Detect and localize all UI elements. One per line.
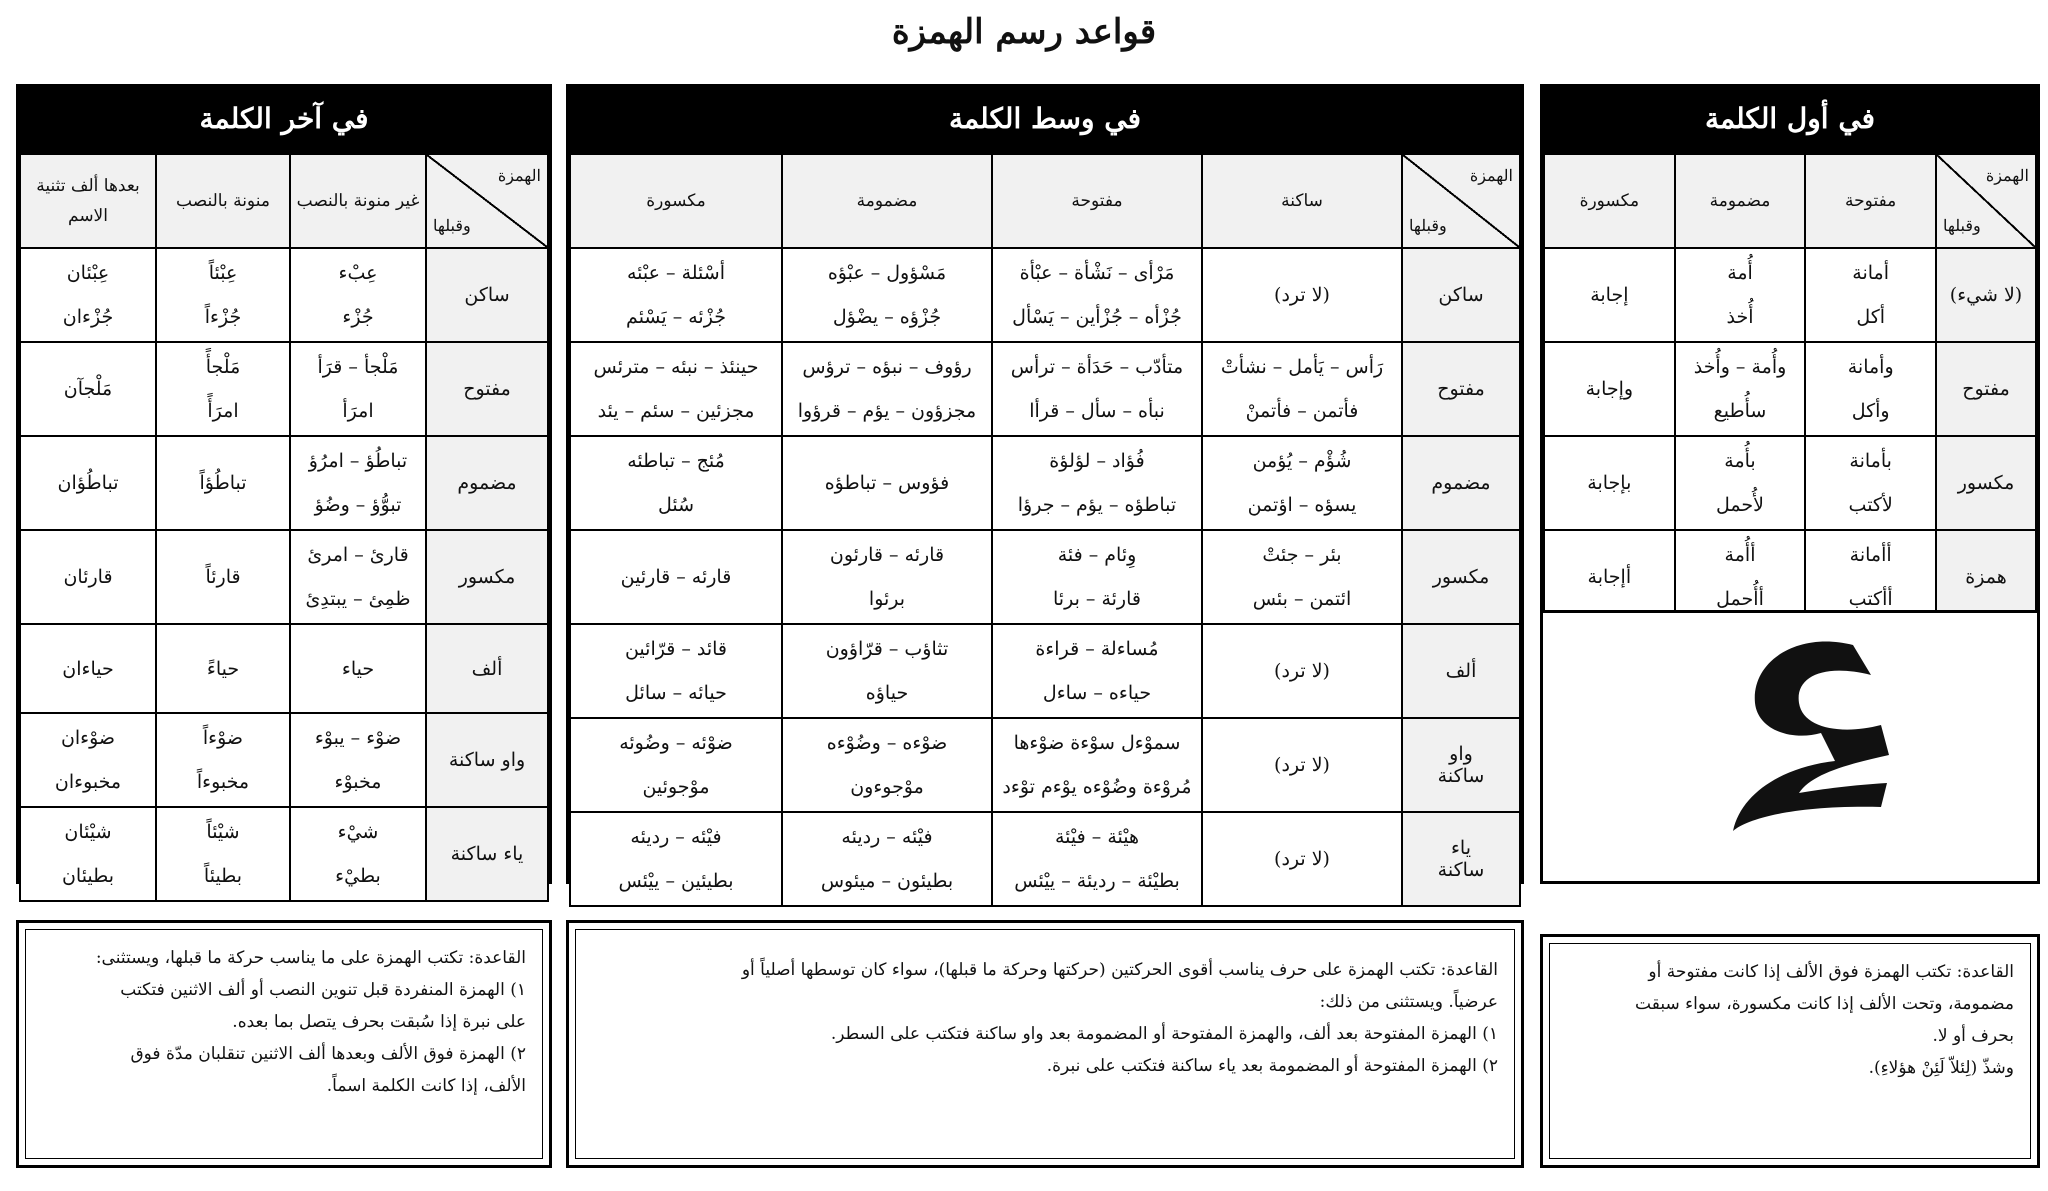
start-table-cell	[1805, 436, 1936, 530]
example-line: قارئاً	[205, 566, 241, 588]
example-line: بطيئان	[61, 865, 115, 887]
end-row-label: مضموم	[426, 436, 548, 530]
start-rule-line: بحرف أو لا.	[1932, 1026, 2014, 1046]
start-row-label: مكسور	[1936, 436, 2036, 530]
end-table-cell	[290, 530, 426, 624]
middle-table-cell	[1202, 530, 1402, 624]
end-table-cell	[156, 436, 290, 530]
example-line: سموْءل سوْءة ضوْءها	[1013, 732, 1181, 754]
start-of-word-panel	[1540, 84, 2040, 884]
example-line: حيائه – سائل	[625, 682, 727, 704]
middle-table-cell	[782, 436, 992, 530]
example-line: تباطُؤان	[57, 472, 119, 494]
example-line: لأكتب	[1848, 494, 1893, 516]
middle-rule-line: القاعدة: تكتب الهمزة على حرف يناسب أقوى الحركتين (حركتها وحركة ما قبلها)، سواء كان توسطها أصلياً أو	[741, 960, 1498, 980]
start-column-header: مضمومة	[1675, 154, 1806, 248]
end-row-label: ياء ساكنة	[426, 807, 548, 901]
end-table-cell	[20, 248, 156, 342]
start-row-label: مفتوح	[1936, 342, 2036, 436]
end-row-label: ساكن	[426, 248, 548, 342]
example-line: فؤوس – تباطؤه	[824, 472, 950, 494]
example-line: تبوُّؤ – وضُؤ	[314, 494, 402, 516]
middle-rule-line: ١) الهمزة المفتوحة بعد ألف، والهمزة المفتوحة أو المضمومة بعد واو ساكنة فتكتب على السطر.	[830, 1024, 1498, 1044]
end-rule-line: على نبرة إذا سُبقت بحرف يتصل بما بعده.	[232, 1012, 526, 1032]
example-line: قارئان	[63, 566, 113, 588]
end-table-cell	[156, 248, 290, 342]
middle-table-cell	[782, 530, 992, 624]
middle-table-cell	[570, 624, 782, 718]
end-table-cell	[20, 342, 156, 436]
example-line: قائد – قرّائين	[624, 638, 728, 660]
end-table-row	[20, 713, 548, 807]
start-table-cell	[1805, 342, 1936, 436]
row-label-line: مكسور	[1432, 566, 1490, 588]
middle-table-cell	[992, 624, 1202, 718]
end-table-row	[20, 624, 548, 713]
start-column-header: مكسورة	[1544, 154, 1675, 248]
end-table	[19, 153, 549, 902]
example-line: بطيئاً	[203, 865, 243, 887]
start-table-row	[1544, 436, 2036, 530]
row-label-line: واو	[1449, 743, 1473, 765]
example-line: وإجابة	[1585, 378, 1634, 400]
example-line: فيْئه – رديئه	[630, 826, 722, 848]
end-corner-cell	[426, 154, 548, 248]
end-table-cell	[290, 342, 426, 436]
middle-table-row	[570, 718, 1520, 812]
example-line: (لا ترد)	[1274, 754, 1330, 776]
start-corner-cell	[1936, 154, 2036, 248]
middle-corner-cell	[1402, 154, 1520, 248]
example-line: بطيْئة – رديئة – ييْئس	[1014, 870, 1180, 892]
example-line: عِبْئان	[66, 262, 110, 284]
corner-label-hamza: الهمزة	[497, 166, 541, 185]
middle-table-cell	[782, 248, 992, 342]
example-line: بئر – جئتْ	[1262, 544, 1342, 566]
example-line: مَسْؤول – عبْؤه	[827, 262, 947, 284]
end-table-cell	[156, 624, 290, 713]
example-line: عِبْئاً	[208, 262, 238, 284]
end-table-row	[20, 342, 548, 436]
middle-table-row	[570, 436, 1520, 530]
start-rule-line: مضمومة، وتحت الألف إذا كانت مكسورة، سواء سبقت	[1635, 994, 2014, 1014]
middle-table-row	[570, 342, 1520, 436]
example-line: أأمانة	[1849, 544, 1892, 566]
middle-table-cell	[992, 342, 1202, 436]
middle-column-header: مضمومة	[782, 154, 992, 248]
hamza-glyph-box	[1543, 610, 2037, 881]
example-line: بطيئين – ييْئس	[618, 870, 734, 892]
example-line: (لا ترد)	[1274, 284, 1330, 306]
end-table-cell	[156, 342, 290, 436]
start-table-cell	[1544, 436, 1675, 530]
middle-header-row	[570, 154, 1520, 248]
middle-table-cell	[1202, 718, 1402, 812]
end-rule-box	[16, 920, 552, 1168]
middle-table-cell	[570, 530, 782, 624]
example-line: مَرْأى – نَشْأة – عبْأة	[1019, 262, 1175, 284]
example-line: مَلْجآن	[63, 378, 113, 400]
end-rule-line: الألف، إذا كانت الكلمة اسماً.	[326, 1076, 526, 1096]
example-line: بأُمة	[1724, 450, 1756, 472]
row-label-line: ساكن	[1438, 284, 1484, 306]
middle-row-label	[1402, 342, 1520, 436]
example-line: فيْئه – رديئه	[841, 826, 933, 848]
example-line: ضوْءان	[60, 727, 116, 749]
example-line: رَأس – يَأمل – نشأتْ	[1220, 356, 1384, 378]
example-line: هيْئة – فيْئة	[1055, 826, 1139, 848]
end-row-label: مكسور	[426, 530, 548, 624]
middle-of-word-panel	[566, 84, 1524, 892]
example-line: امرَأ	[342, 400, 374, 422]
end-rule-line: ١) الهمزة المنفردة قبل تنوين النصب أو ألف الاثنين فتكتب	[120, 980, 526, 1000]
end-table-cell	[290, 248, 426, 342]
middle-table-cell	[1202, 436, 1402, 530]
example-line: مُروْءة وضُوْءه يوْءم توْءد	[1002, 776, 1192, 798]
example-line: بأمانة	[1849, 450, 1892, 472]
middle-table-cell	[1202, 342, 1402, 436]
example-line: مُساءلة – قراءة	[1035, 638, 1159, 660]
corner-label-before: وقبلها	[1409, 216, 1447, 235]
middle-rule-text	[575, 929, 1515, 1159]
row-label-line: ياء	[1450, 837, 1471, 859]
example-line: موْجوئين	[642, 776, 710, 798]
example-line: سُئل	[657, 494, 695, 516]
middle-table-cell	[1202, 812, 1402, 906]
example-line: مجزؤون – يؤم – قرؤوا	[797, 400, 977, 422]
middle-table-row	[570, 812, 1520, 906]
example-line: وأكل	[1851, 400, 1890, 422]
example-line: حينئذ – نبئه – مترئس	[593, 356, 759, 378]
end-table-cell	[290, 713, 426, 807]
end-table-row	[20, 530, 548, 624]
row-label-line: ساكنة	[1437, 765, 1485, 787]
example-line: بطيْء	[335, 865, 381, 887]
example-line: نبأه – سأل – قرأا	[1029, 400, 1165, 422]
example-line: حياءً	[206, 657, 240, 680]
end-column-header: منونة بالنصب	[156, 154, 290, 248]
middle-table-cell	[1202, 624, 1402, 718]
middle-row-label	[1402, 530, 1520, 624]
hamza-letter-icon	[1703, 633, 1903, 843]
example-line: مخبوءاً	[196, 771, 250, 793]
middle-panel-header: في وسط الكلمة	[569, 87, 1521, 153]
middle-table-cell	[992, 812, 1202, 906]
end-table-row	[20, 248, 548, 342]
end-row-label: واو ساكنة	[426, 713, 548, 807]
example-line: وِئام – فئة	[1057, 544, 1137, 566]
example-line: فُؤاد – لؤلؤة	[1049, 450, 1145, 472]
start-header-row	[1544, 154, 2036, 248]
example-line: أإجابة	[1587, 566, 1632, 588]
corner-label-before: وقبلها	[433, 216, 471, 235]
middle-table-cell	[992, 718, 1202, 812]
start-row-label: (لا شيء)	[1936, 248, 2036, 342]
end-row-label: مفتوح	[426, 342, 548, 436]
example-line: قارئه – قارئين	[620, 566, 732, 588]
start-column-header: مفتوحة	[1805, 154, 1936, 248]
example-line: إجابة	[1590, 284, 1629, 306]
example-line: سأُطيع	[1713, 400, 1767, 422]
example-line: فأتمن – فأتمنْ	[1245, 400, 1359, 422]
middle-table-cell	[570, 718, 782, 812]
middle-table-cell	[782, 624, 992, 718]
example-line: شيْئاً	[206, 821, 240, 843]
example-line: تباطؤه – يؤم – جرؤا	[1017, 494, 1177, 516]
corner-label-hamza: الهمزة	[1985, 166, 2029, 185]
example-line: جُزْء	[342, 306, 374, 328]
start-table-cell	[1675, 436, 1806, 530]
start-rule-text	[1549, 943, 2031, 1159]
end-table-cell	[20, 807, 156, 901]
example-line: ائتمن – بئس	[1252, 588, 1352, 610]
end-table-cell	[20, 624, 156, 713]
example-line: بطيئون – ميئوس	[820, 870, 954, 892]
middle-row-label	[1402, 624, 1520, 718]
middle-table-cell	[782, 342, 992, 436]
end-table-cell	[290, 436, 426, 530]
example-line: قارئ – امرئ	[307, 544, 409, 566]
example-line: شُؤْم – يُؤمن	[1252, 450, 1352, 472]
example-line: لأُحمل	[1716, 494, 1764, 516]
start-table-cell	[1805, 248, 1936, 342]
example-line: ضوْء – يبوْء	[314, 727, 402, 749]
example-line: مجزئين – سئم – يئد	[597, 400, 755, 422]
end-header-row	[20, 154, 548, 248]
example-line: وأُمة – وأُخذ	[1693, 356, 1787, 378]
middle-table-cell	[570, 436, 782, 530]
middle-row-label	[1402, 436, 1520, 530]
middle-table-cell	[570, 248, 782, 342]
row-label-line: مضموم	[1431, 472, 1491, 494]
example-line: جُزْأه – جُزْأين – يَسْأل	[1012, 306, 1182, 328]
example-line: عِبْء	[338, 262, 378, 284]
end-table-cell	[156, 807, 290, 901]
example-line: جُزْؤه – يضْؤل	[832, 306, 942, 328]
end-table-cell	[20, 530, 156, 624]
middle-row-label	[1402, 812, 1520, 906]
example-line: شيْئان	[64, 821, 112, 843]
row-label-line: ساكنة	[1437, 859, 1485, 881]
middle-column-header: مفتوحة	[992, 154, 1202, 248]
end-rule-line: ٢) الهمزة فوق الألف وبعدها ألف الاثنين تنقلبان مدّة فوق	[130, 1044, 526, 1064]
example-line: أأكتب	[1848, 588, 1893, 610]
example-line: جُزْئه – يَسْئم	[626, 306, 726, 328]
example-line: حياؤه	[865, 682, 909, 704]
example-line: امرَأً	[207, 400, 239, 422]
start-table-cell	[1675, 248, 1806, 342]
example-line: ظمِئ – يبتدِئ	[305, 588, 411, 610]
example-line: حياءه – ساءل	[1042, 682, 1152, 704]
page-title: قواعد رسم الهمزة	[891, 12, 1157, 52]
middle-table-row	[570, 624, 1520, 718]
end-rule-line: القاعدة: تكتب الهمزة على ما يناسب حركة ما قبلها، ويستثنى:	[95, 948, 526, 968]
middle-table-cell	[992, 248, 1202, 342]
middle-table-cell	[782, 718, 992, 812]
example-line: حياءان	[62, 657, 114, 680]
end-panel-header: في آخر الكلمة	[19, 87, 549, 153]
start-table-row	[1544, 248, 2036, 342]
example-line: مُئج – تباطئه	[627, 450, 725, 472]
example-line: شيْء	[337, 821, 379, 843]
example-line: مَلْجأً	[205, 356, 241, 378]
corner-label-before: وقبلها	[1943, 216, 1981, 235]
end-table-cell	[156, 530, 290, 624]
start-table-cell	[1544, 342, 1675, 436]
start-table-row	[1544, 342, 2036, 436]
example-line: مخبوءان	[54, 771, 122, 793]
example-line: يسؤه – اؤتمن	[1247, 494, 1357, 516]
example-line: تثاؤب – قرّاؤون	[825, 638, 949, 660]
middle-rule-box	[566, 920, 1524, 1168]
end-table-cell	[290, 624, 426, 713]
example-line: أُخذ	[1726, 306, 1754, 328]
example-line: أأُمة	[1724, 544, 1756, 566]
end-column-header: غير منونة بالنصب	[290, 154, 426, 248]
corner-label-hamza: الهمزة	[1469, 166, 1513, 185]
middle-table-cell	[1202, 248, 1402, 342]
example-line: موْجوءون	[850, 776, 924, 798]
middle-table-cell	[570, 812, 782, 906]
example-line: ضوْءه – وضُوْءه	[826, 732, 948, 754]
middle-column-header: مكسورة	[570, 154, 782, 248]
example-line: قارئة – برئا	[1053, 588, 1141, 610]
example-line: مخبوْء	[334, 771, 382, 793]
end-table-cell	[156, 713, 290, 807]
middle-row-label	[1402, 718, 1520, 812]
example-line: ضوْءاً	[202, 727, 244, 749]
example-line: جُزْءان	[62, 306, 114, 328]
end-table-cell	[290, 807, 426, 901]
example-line: أسْئلة – عبْئه	[627, 262, 725, 284]
start-table-cell	[1544, 248, 1675, 342]
example-line: تباطُؤاً	[199, 472, 247, 494]
end-row-label: ألف	[426, 624, 548, 713]
start-rule-line: وشذّ (لِئلاّ لَئِنْ هؤلاءِ).	[1868, 1058, 2014, 1078]
example-line: برئوا	[868, 588, 906, 610]
middle-table-cell	[992, 436, 1202, 530]
example-line: رؤوف – نبؤه – ترؤس	[802, 356, 972, 378]
example-line: وأمانة	[1847, 356, 1894, 378]
example-line: حياء	[341, 657, 375, 680]
row-label-line: ألف	[1445, 660, 1477, 682]
end-of-word-panel	[16, 84, 552, 887]
end-table-row	[20, 807, 548, 901]
middle-table-row	[570, 248, 1520, 342]
example-line: متأدّب – حَدَأة – ترأس	[1010, 356, 1184, 378]
end-table-cell	[20, 436, 156, 530]
middle-rule-line: عرضياً. ويستثنى من ذلك:	[1319, 992, 1498, 1012]
middle-table-cell	[992, 530, 1202, 624]
middle-table-row	[570, 530, 1520, 624]
example-line: بإجابة	[1587, 472, 1632, 494]
start-row-label: همزة	[1936, 530, 2036, 624]
example-line: مَلْجأ – قرَأ	[317, 356, 399, 378]
end-rule-text	[25, 929, 543, 1159]
example-line: (لا ترد)	[1274, 848, 1330, 870]
example-line: ضوْئه – وضُوئه	[619, 732, 733, 754]
start-rule-box	[1540, 934, 2040, 1168]
start-panel-header: في أول الكلمة	[1543, 87, 2037, 153]
end-table-row	[20, 436, 548, 530]
middle-rule-line: ٢) الهمزة المفتوحة أو المضمومة بعد ياء ساكنة فتكتب على نبرة.	[1046, 1056, 1498, 1076]
end-table-cell	[20, 713, 156, 807]
example-line: أُمة	[1727, 262, 1753, 284]
middle-table-cell	[570, 342, 782, 436]
example-line: أمانة	[1852, 262, 1890, 284]
start-table-cell	[1675, 342, 1806, 436]
example-line: (لا ترد)	[1274, 660, 1330, 682]
example-line: تباطُؤ – امرُؤ	[308, 450, 408, 472]
start-table	[1543, 153, 2037, 625]
middle-table	[569, 153, 1521, 907]
middle-table-cell	[782, 812, 992, 906]
example-line: أأُحمل	[1716, 588, 1764, 610]
start-rule-line: القاعدة: تكتب الهمزة فوق الألف إذا كانت مفتوحة أو	[1648, 962, 2014, 982]
end-column-header: بعدها ألف تثنية الاسم	[20, 154, 156, 248]
example-line: جُزْءاً	[204, 306, 242, 328]
row-label-line: مفتوح	[1437, 378, 1485, 400]
middle-row-label	[1402, 248, 1520, 342]
example-line: أكل	[1856, 306, 1886, 328]
example-line: قارئه – قارئون	[829, 544, 945, 566]
middle-column-header: ساكنة	[1202, 154, 1402, 248]
